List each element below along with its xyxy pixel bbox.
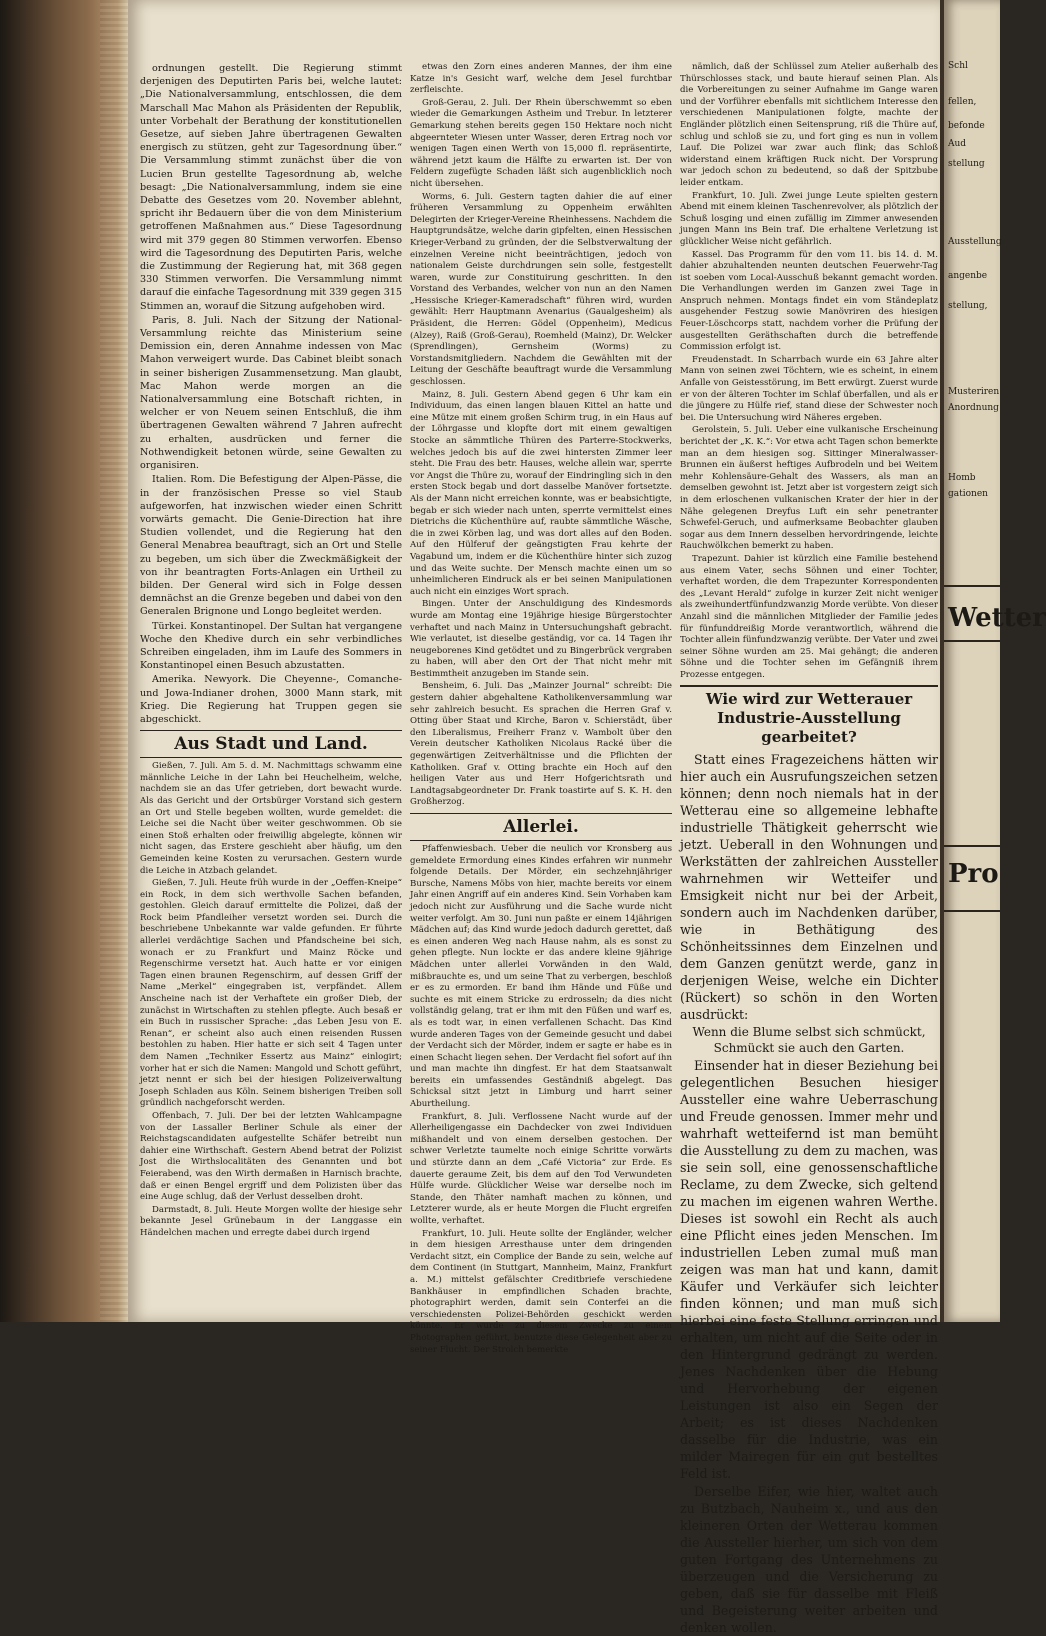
adjacent-page-rule xyxy=(944,640,1000,642)
adjacent-page-fragment: Homb xyxy=(948,473,976,483)
article-paragraph: Frankfurt, 10. Juli. Zwei junge Leute spielten gestern Abend mit einem kleinen Taschenrevolver, als plötzlich der Schuß losging und einen zufällig im Zimmer anwesenden jungen Mann ins Bein traf. Die erhaltene Verletzung ist glücklicher Weise nicht gefährlich. xyxy=(680,190,938,247)
column-3 xyxy=(680,62,938,1636)
article-paragraph: Worms, 6. Juli. Gestern tagten dahier die auf einer früheren Versammlung zu Oppenheim erwählten Delegirten der Krieger-Vereine Rheinhessens. Nachdem die Hauptgrundsätze, welche darin gipfelten, einen Hessischen Krieger-Verband zu gründen, der die Selbstverwaltung der einzelnen Vereine nicht beeinträchtigen, jedoch von nationalem Geiste durchdrungen sein solle, festgestellt waren, wurde zur Constituirung geschritten. In den Vorstand des Verbandes, welcher von nun an den Namen „Hessische Krieger-Kameradschaft“ führen wird, wurden gewählt: Herr Hauptmann Avenarius (Gaualgesheim) als Präsident, die Herren: Gödel (Oppenheim), Medicus (Alzey), Raiß (Groß-Gerau), Roemheld (Mainz), Dr. Welcker (Sprendlingen), Gernsheim (Worms) zu Vorstandsmitgliedern. Nachdem die Gewählten mit der Leitung der Geschäfte beauftragt wurde die Versammlung geschlossen. xyxy=(410,191,672,388)
feature-block xyxy=(680,1483,938,1636)
article-paragraph: Kassel. Das Programm für den vom 11. bis 14. d. M. dahier abzuhaltenden neunten deutschen Feuerwehr-Tag ist soeben vom Local-Ausschuß bekannt gemacht worden. Die Verhandlungen werden im Ganzen zwei Tage in Anspruch nehmen. Montags findet ein vom Ständeplatz ausgehender Festzug sowie Manövriren des hiesigen Feuer-Löschcorps statt, nachdem vorher die Prüfung der ausgestellten Geräthschaften durch die betreffende Commission erfolgt ist. xyxy=(680,249,938,353)
article-paragraph: Darmstadt, 8. Juli. Heute Morgen wollte der hiesige sehr bekannte Jesel Grünebaum in der Langgasse ein Händelchen machen und erregte dabei durch irgend xyxy=(140,1204,402,1238)
feature-paragraph: Einsender hat in dieser Beziehung bei gelegentlichen Besuchen hiesiger Aussteller eine wahre Ueberraschung und Freude genossen. Immer mehr und wahrhaft wetteifernd ist man bemüht die Ausstellung zu dem zu machen, was sie sein soll, eine genossenschaftliche Reclame, zu dem Zwecke, sich geltend zu machen im eigenen wahren Werthe. Dieses ist sowohl ein Recht als auch eine Pflicht eines jeden Menschen. Im industriellen Leben zumal muß man zeigen was man hat und kann, damit Käufer und Verkäufer sich leichter finden können; und man muß sich hierbei eine feste Stellung erringen und erhalten, um nicht auf die Seite oder in den Hintergrund gedrängt zu werden. Jenes Nachdenken über die Hebung und Hervorhebung der eigenen Leistungen ist also ein Segen der Arbeit; es ist dieses Nachdenken dasselbe für die Industrie, was ein milder Mairegen für ein gut bestelltes Feld ist. xyxy=(680,1058,938,1482)
article-paragraph: Freudenstadt. In Scharrbach wurde ein 63 Jahre alter Mann von seinen zwei Töchtern, wie es scheint, in einem Anfalle von Geistesstörung, im Bett erwürgt. Zuerst wurde er von der älteren Tochter im Schlaf überfallen, und als er die jüngere zu Hülfe rief, stand diese der Schwester noch bei. Die Untersuchung wird Näheres ergeben. xyxy=(680,354,938,423)
adjacent-page-fragment: Pro xyxy=(948,859,999,889)
article-paragraph: Gießen, 7. Juli. Am 5. d. M. Nachmittags schwamm eine männliche Leiche in der Lahn bei Heuchelheim, welche, nachdem sie an das Ufer getrieben, dort bewacht wurde. Als das Gericht und der Ortsbürger Vorstand sich gestern an Ort und Stelle begeben wollten, wurde gemeldet: die Leiche sei die Nacht über weiter geschwommen. Ob sie einen Stoß erhalten oder freiwillig abgelegte, können wir nicht sagen, das Erstere geschieht aber häufig, um den Gemeinden keine Kosten zu verursachen. Gestern wurde die Leiche in Atzbach gelandet. xyxy=(140,761,402,876)
feature-paragraph: Statt eines Fragezeichens hätten wir hier auch ein Ausrufungszeichen setzen können; denn noch niemals hat in der Wetterau eine so allgemeine lebhafte industrielle Thätigkeit geherrscht wie jetzt. Ueberall in den Wohnungen und Werkstätten der zahlreichen Aussteller wahrnehmen wir Wetteifer und Emsigkeit nicht nur bei der Arbeit, sondern auch im Nachdenken darüber, wie in Bethätigung des Schönheitssinnes dem Einzelnen und dem Ganzen genützt werde, ganz in derjenigen Weise, welche ein Dichter (Rückert) so schön in den Worten ausdrückt: xyxy=(680,752,938,1023)
adjacent-page-fragment: Anordnung xyxy=(948,403,999,413)
column-1 xyxy=(140,62,402,1312)
adjacent-page-fragment: Wetter xyxy=(948,603,1046,633)
article-paragraph: etwas den Zorn eines anderen Mannes, der ihm eine Katze in's Gesicht warf, welche dem Jesel furchtbar zerfleischte. xyxy=(410,62,672,96)
feature-block xyxy=(680,751,938,1023)
adjacent-page-fragment: angenbe xyxy=(948,271,988,281)
article-paragraph: nämlich, daß der Schlüssel zum Atelier außerhalb des Thürschlosses stack, und baute hierauf seinen Plan. Als die Vorbereitungen zu seiner Aufnahme im Gange waren und der Vorführer ebenfalls mit sichtlichem Interesse den verschiedenen Manipulationen folgte, machte der Engländer plötzlich einen Seitensprung, riß die Thüre auf, schlug und schloß sie zu, und fort ging es nun in vollem Lauf. Die Polizei war zwar auch flink; das Schloß widerstand einem kräftigen Ruck nicht. Der Vorsprung war jedoch schon zu bedeutend, so daß der Spitzbube leider entkam. xyxy=(680,62,938,188)
feature-block xyxy=(680,1057,938,1482)
book-spine xyxy=(0,0,128,1322)
article-paragraph: Offenbach, 7. Juli. Der bei der letzten Wahlcampagne von der Lassaller Berliner Schule als einer der Reichstagscandidaten aufgestellte Schäfer betreibt nun dahier eine Wirthschaft. Gestern Abend betrat der Polizist Jost die Wirthslocalitäten des Genannten und bot Feierabend, was den Wirth dermaßen in Harnisch brachte, daß er einen Bengel ergriff und dem Polizisten über das eine Auge schlug, daß der Verlust desselben droht. xyxy=(140,1110,402,1203)
verse-block xyxy=(680,1024,938,1056)
adjacent-page-rule xyxy=(944,585,1000,587)
section-title: Aus Stadt und Land. xyxy=(140,730,402,758)
article-paragraph: Gießen, 7. Juli. Heute früh wurde in der „Oeffen-Kneipe“ ein Rock, in dem sich werthvolle Sachen befanden, gestohlen. Gleich darauf ermittelte die Polizei, daß der Rock beim Pfandleiher versetzt worden sei. Durch die beschriebene Unbekannte war valde gefunden. Er führte allerlei verdächtige Sachen und Pfandscheine bei sich, wonach er zu Frankfurt und Mainz Röcke und Regenschirme versetzt hat. Auch hatte er vor einigen Tagen einen braunen Regenschirm, auf dessen Griff der Name „Merkel“ eingegraben ist, verpfändet. Allem Anscheine nach ist der Verhaftete ein großer Dieb, der zunächst in Wirtschaften zu stehlen pflegte. Auch besaß er ein Buch in russischer Sprache: „das Leben Jesu von E. Renan“, er scheint also auch einen reisenden Russen bestohlen zu haben. Hier hatte er sich seit 4 Tagen unter dem Namen „Techniker Essertz aus Mainz“ einlogirt; vorher hat er sich die Namen: Mangold und Schott geführt, jetzt nennt er sich bei der hiesigen Polizeiverwaltung Joseph Schladen aus Köln. Seinem bisherigen Treiben soll gründlich nachgeforscht werden. xyxy=(140,878,402,1109)
article-paragraph: Italien. Rom. Die Befestigung der Alpen-Pässe, die in der französischen Presse so viel Staub aufgeworfen, hat inzwischen wieder einen Schritt vorwärts gemacht. Die Genie-Direction hat ihre Studien vollendet, und die Regierung hat den General Menabrea beauftragt, sich an Ort und Stelle zu begeben, um sich über die Zweckmäßigkeit der von ihr beantragten Forts-Anlagen ein Urtheil zu bilden. Der General wird sich in Folge dessen demnächst an die Grenze begeben und dabei von den Generalen Brignone und Longo begleitet werden. xyxy=(140,474,402,618)
adjacent-page-fragment: Ausstellung xyxy=(948,237,1002,247)
adjacent-page-rule xyxy=(944,845,1000,847)
article-paragraph: Bensheim, 6. Juli. Das „Mainzer Journal“ schreibt: Die gestern dahier abgehaltene Katholikenversammlung war sehr zahlreich besucht. Es sprachen die Herren Graf v. Otting über Staat und Kirche, Baron v. Schierstädt, über den Liberalismus, Freiherr Franz v. Wambolt über den Verein deutscher Katholiken Nicolaus Racké über die gegenwärtigen Zeitverhältnisse und die Pflichten der Katholiken. Graf v. Otting brachte ein Hoch auf den heiligen Vater aus und Herr Hofgerichtsrath und Landtagsabgeordneter Dr. Frank toastirte auf S. K. H. den Großherzog. xyxy=(410,681,672,808)
section-title: Allerlei. xyxy=(410,813,672,841)
adjacent-page-fragment: befonde xyxy=(948,121,985,131)
article-paragraph: Gerolstein, 5. Juli. Ueber eine vulkanische Erscheinung berichtet der „K. K.“: Vor etwa acht Tagen schon bemerkte man an dem hiesigen sog. Sittinger Mineralwasser-Brunnen ein äußerst heftiges Aufbrodeln und bei Weitem mehr Kohlensäure-Gehalt des Wassers, als man an demselben gewohnt ist. Jetzt aber ist vorgestern zeigt sich in dem erloschenen vulkanischen Krater der hier in der Nähe gelegenen Dreyfus Luft ein sehr penetranter Schwefel-Geruch, und aufmerksame Beobachter glauben sogar aus dem Innern desselben hervordringende, leichte Rauchwölkchen bemerkt zu haben. xyxy=(680,425,938,552)
adjacent-page-fragment: Musteriren xyxy=(948,387,1000,397)
adjacent-page-fragment: fellen, xyxy=(948,97,977,107)
article-paragraph: Paris, 8. Juli. Nach der Sitzung der National-Versammlung reichte das Ministerium seine Demission ein, deren Annahme indessen von Mac Mahon verweigert wurde. Das Cabinet bleibt sonach in seiner bisherigen Zusammensetzung. Man glaubt, Mac Mahon werde morgen an die Nationalversammlung eine Botschaft richten, in welcher er von Neuem seinen Entschluß, die ihm übertragenen Gewalten während 7 Jahren aufrecht zu erhalten, ausdrücken und ferner die Nothwendigkeit betonen würde, seine Gewalten zu organisiren. xyxy=(140,314,402,472)
article-paragraph: Bingen. Unter der Anschuldigung des Kindesmords wurde am Montag eine 19jährige hiesige Bürgerstochter verhaftet und nach Mainz in Untersuchungshaft gebracht. Wie verlautet, ist dieselbe geständig, vor ca. 14 Tagen ihr neugeborenes Kind getödtet und zu Bingerbrück vergraben zu haben, will aber den Ort der That nicht mehr mit Bestimmtheit anzugeben im Stande sein. xyxy=(410,599,672,679)
adjacent-page-edge xyxy=(944,0,1046,1322)
adjacent-page-rule xyxy=(944,910,1000,912)
column-2 xyxy=(410,62,672,1355)
article-paragraph: Trapezunt. Dahier ist kürzlich eine Familie bestehend aus einem Vater, sechs Söhnen und einer Tochter, verhaftet worden, die dem Trapezunter Korrespondenten des „Levant Herald“ zufolge in kurzer Zeit nicht weniger als zweihundertfünfundzwanzig Morde verübte. Von dieser Anzahl sind die männlichen Mitglieder der Familie jedes für fünfunddreißig Morde verantwortlich, während die Tochter allein fünfundzwanzig verübte. Der Vater und zwei seiner Söhne wurden am 25. Mai gehängt; die anderen Söhne und die Tochter sehen im Gefängniß ihrem Prozesse entgegen. xyxy=(680,553,938,680)
feature-paragraph: Derselbe Eifer, wie hier, waltet auch zu Butzbach, Nauheim x., und aus den kleineren Orten der Wetterau kommen die Aussteller hierher, um sich von dem guten Fortgang des Unternehmens zu überzeugen und die Versicherung zu geben, daß sie für dasselbe mit Fleiß und Begeisterung weiter arbeiten und denken wollen. xyxy=(680,1484,938,1636)
article-paragraph: Mainz, 8. Juli. Gestern Abend gegen 6 Uhr kam ein Individuum, das einen langen blauen Kittel an hatte und eine Mütze mit einem großen Schirm trug, in ein Haus auf der Löhrgasse und klopfte dort mit einem gewaltigen Stocke an sämmtliche Thüren des Parterre-Stockwerks, welches jedoch bis auf die zwei hintersten Zimmer leer steht. Die Frau des betr. Hauses, welche allein war, sperrte vor Angst die Thüre zu, worauf der Eindringling sich in den ersten Stock begab und dort dasselbe Manöver fortsetzte. Als der Mann nicht erreichen konnte, was er beabsichtigte, begab er sich wieder nach unten, sperrte vermittelst eines Dietrichs die Küchenthüre auf, raubte sämmtliche Wäsche, die in zwei Körben lag, und was dort alles auf den Boden. Auf den Hülferuf der geängstigten Frau kehrte der Vagabund um, indem er die Küchenthüre hinter sich zuzog und das Weite suchte. Der Mensch machte einen um so unheimlicheren Eindruck als er bei seinen Manipulationen auch nicht ein einziges Wort sprach. xyxy=(410,389,672,597)
article-paragraph: Amerika. Newyork. Die Cheyenne-, Comanche- und Jowa-Indianer drohen, 3000 Mann stark, mit Krieg. Die Regierung hat Truppen gegen sie abgeschickt. xyxy=(140,674,402,725)
article-paragraph: ordnungen gestellt. Die Regierung stimmt derjenigen des Deputirten Paris bei, welche lautet: „Die Nationalversammlung, entschlossen, die dem Marschall Mac Mahon als Präsidenten der Republik, unter Vorbehalt der Berathung der konstitutionellen Gesetze, auf sieben Jahre übertragenen Gewalten energisch zu stützen, geht zur Tagesordnung über.“ Die Versammlung stimmt zunächst über die von Lucien Brun gestellte Tagesordnung ab, welche besagt: „Die Nationalversammlung, indem sie eine Debatte des Gesetzes vom 20. November ablehnt, spricht ihr Bedauern über die von dem Ministerium getroffenen Maßnahmen aus.“ Diese Tagesordnung wird mit 379 gegen 80 Stimmen verworfen. Ebenso wird die Tagesordnung des Deputirten Paris, welche die Zustimmung der Regierung hat, mit 368 gegen 330 Stimmen verworfen. Die Versammlung nimmt darauf die einfache Tagesordnung mit 339 gegen 315 Stimmen an, worauf die Sitzung aufgehoben wird. xyxy=(140,63,402,312)
adjacent-page-fragment: stellung, xyxy=(948,301,988,311)
adjacent-page-fragment: gationen xyxy=(948,489,988,499)
article-paragraph: Frankfurt, 8. Juli. Verflossene Nacht wurde auf der Allerheiligengasse ein Dachdecker von zwei Individuen mißhandelt und von einem derselben gestochen. Der schwer Verletzte taumelte noch einige Schritte vorwärts und stürzte dann an dem „Café Victoria“ zur Erde. Es dauerte geraume Zeit, bis dem auf den Tod Verwundeten Hülfe wurde. Glücklicher Weise war derselbe noch im Stande, den Thäter namhaft machen zu können, und Letzterer wurde, als er heute Morgen die Flucht ergreifen wollte, verhaftet. xyxy=(410,1111,672,1226)
article-paragraph: Pfaffenwiesbach. Ueber die neulich vor Kronsberg aus gemeldete Ermordung eines Kindes erfahren wir nunmehr folgende Details. Der Mörder, ein sechzehnjähriger Bursche, Namens Möbs von hier, machte bereits vor einem Jahr einen Angriff auf ein anderes Kind. Sein Vorhaben kam jedoch nicht zur Ausführung und die Sache wurde nicht weiter verfolgt. Am 30. Juni nun paßte er einem 14jährigen Mädchen auf; das Kind wurde jedoch dadurch gerettet, daß es einen anderen Weg nach Hause nahm, als es sonst zu gehen pflegte. Nun lockte er das andere kleine 9jährige Mädchen unter allerlei Vorwänden in den Wald, mißbrauchte es, und um seine That zu verbergen, beschloß er es zu ermorden. Er band ihm Hände und Füße und suchte es mit einem Stricke zu erdrosseln; da dies nicht vollständig gelang, trat er ihm mit den Füßen und warf es, als es todt war, in einen verfallenen Schacht. Das Kind wurde anderen Tages von der Gemeinde gesucht und dabei der Verdacht sich der Mörder, indem er sagte er habe es in einen Schacht liegen sehen. Der Verdacht fiel sofort auf ihn und man machte ihn dingfest. Er hat dem Staatsanwalt bereits ein umfassendes Geständniß abgelegt. Das Schicksal sitzt jetzt in Limburg und harrt seiner Aburtheilung. xyxy=(410,844,672,1110)
adjacent-page-fragment: Aud xyxy=(948,139,967,149)
verse-quote: Wenn die Blume selbst sich schmückt, Schmückt sie auch den Garten. xyxy=(692,1025,926,1056)
article-paragraph: Türkei. Konstantinopel. Der Sultan hat vergangene Woche den Khedive durch ein sehr verbindliches Schreiben eingeladen, ihm im Laufe des Sommers in Konstantinopel einen Besuch abzustatten. xyxy=(140,620,402,672)
article-paragraph: Frankfurt, 10. Juli. Heute sollte der Engländer, welcher in dem hiesigen Arresthause unter dem dringenden Verdacht sitzt, ein Complice der Bande zu sein, welche auf dem Continent (in Stuttgart, Mannheim, Mainz, Frankfurt a. M.) mittelst gefälschter Creditbriefe verschiedene Bankhäuser in empfindlichen Schaden brachte, photographirt werden, damit sein Conterfei an die verschiedensten Polizei-Behörden geschickt werden könnte. Er wurde zu diesem Zwecke zu einem Photographen geführt, benutzte diese Gelegenheit aber zu seiner Flucht. Der Strolch bemerkte xyxy=(410,1228,672,1355)
article-paragraph: Groß-Gerau, 2. Juli. Der Rhein überschwemmt so eben wieder die Gemarkungen Astheim und Trebur. In letzterer Gemarkung stehen bereits gegen 150 Hektare noch nicht abgeernteter Wiesen unter Wasser, deren Ertrag noch vor wenigen Tagen einen Werth von 15,000 fl. repräsentirte, während jetzt kaum die Hälfte zu erwarten ist. Der von Feldern zugefügte Schaden läßt sich augenblicklich noch nicht übersehen. xyxy=(410,97,672,189)
adjacent-page-fragment: stellung xyxy=(948,159,985,169)
feature-title: Wie wird zur Wetterauer Industrie-Ausstellung gearbeitet? xyxy=(680,685,938,747)
adjacent-page-fragment: Schl xyxy=(948,61,968,71)
